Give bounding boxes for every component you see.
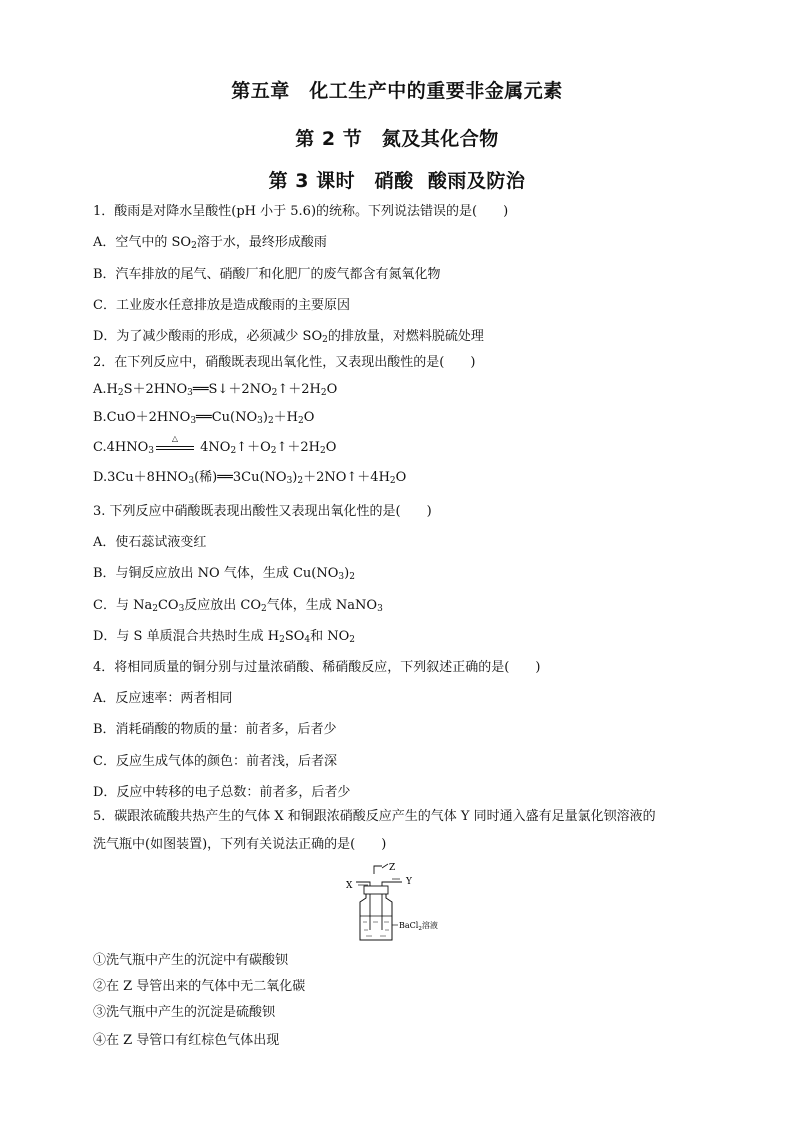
q4-option-c: C．反应生成气体的颜色：前者浅，后者深 bbox=[93, 754, 337, 769]
lesson-title: 第 3 课时 硝酸 酸雨及防治 bbox=[268, 170, 526, 192]
q1-option-b: B．汽车排放的尾气、硝酸厂和化肥厂的废气都含有氮氧化物 bbox=[93, 267, 441, 282]
q5-statement-4: ④在 Z 导管口有红棕色气体出现 bbox=[93, 1033, 280, 1048]
section-title: 第 2 节 氮及其化合物 bbox=[295, 128, 499, 150]
q3-stem: 3. 下列反应中硝酸既表现出酸性又表现出氧化性的是( ) bbox=[93, 504, 432, 519]
fig-label-bacl2: BaCl$_2$溶液 bbox=[399, 921, 438, 932]
gas-washing-bottle-diagram bbox=[336, 860, 456, 945]
q3-option-d: D．与 S 单质混合共热时生成 $H_2SO_4$和 $NO_2$ bbox=[93, 629, 356, 645]
q1-option-a: A．空气中的 $SO_2$溶于水，最终形成酸雨 bbox=[93, 235, 327, 251]
q4-option-d: D．反应中转移的电子总数：前者多，后者少 bbox=[93, 785, 351, 800]
q2-stem: 2．在下列反应中，硝酸既表现出氧化性，又表现出酸性的是( ) bbox=[93, 355, 476, 370]
q2-option-a: $A.H_2S+2HNO_3══S↓+2NO_2↑+2H_2O$ bbox=[93, 382, 338, 398]
heat-arrow: △ bbox=[154, 439, 196, 457]
q5-statement-2: ②在 Z 导管出来的气体中无二氧化碳 bbox=[93, 979, 306, 994]
q3-option-c: C．与 $Na_2CO_3$反应放出 $CO_2$气体，生成 NaNO$_3$ bbox=[93, 598, 383, 614]
q2-option-c: $C.4HNO_3$ △ $4NO_2↑+O_2↑+2H_2O$ bbox=[93, 434, 337, 456]
fig-label-z: Z bbox=[389, 863, 396, 873]
q2-option-b: $B.CuO+2HNO_3══Cu(NO_3)_2+H_2O$ bbox=[93, 410, 315, 426]
fig-label-x: X bbox=[346, 881, 353, 891]
q5-stem-line2: 洗气瓶中(如图装置)，下列有关说法正确的是( ) bbox=[93, 837, 387, 852]
chapter-title: 第五章 化工生产中的重要非金属元素 bbox=[231, 80, 563, 102]
q5-statement-1: ①洗气瓶中产生的沉淀中有碳酸钡 bbox=[93, 953, 289, 968]
q3-option-a: A．使石蕊试液变红 bbox=[93, 535, 207, 550]
q1-option-c: C．工业废水任意排放是造成酸雨的主要原因 bbox=[93, 298, 350, 313]
q4-option-b: B．消耗硝酸的物质的量：前者多，后者少 bbox=[93, 722, 337, 737]
q2-option-d: $D.3Cu+8HNO_3$(稀)$══3Cu(NO_3)_2+2NO↑+4H_2O$ bbox=[93, 470, 407, 486]
q4-stem: 4．将相同质量的铜分别与过量浓硝酸、稀硝酸反应，下列叙述正确的是( ) bbox=[93, 660, 541, 675]
fig-label-y: Y bbox=[406, 877, 412, 887]
q5-statement-3: ③洗气瓶中产生的沉淀是硫酸钡 bbox=[93, 1005, 276, 1020]
q5-stem-line1: 5．碳跟浓硫酸共热产生的气体 X 和铜跟浓硝酸反应产生的气体 Y 同时通入盛有足量氯化钡溶液的 bbox=[93, 809, 656, 824]
q1-option-d: D．为了减少酸雨的形成，必须减少 $SO_2$的排放量，对燃料脱硫处理 bbox=[93, 329, 484, 345]
q3-option-b: B．与铜反应放出 NO 气体，生成 $Cu(NO_3)_2$ bbox=[93, 566, 355, 582]
q1-stem: 1．酸雨是对降水呈酸性(pH 小于 5.6)的统称。下列说法错误的是( ) bbox=[93, 204, 509, 219]
q4-option-a: A．反应速率：两者相同 bbox=[93, 691, 233, 706]
